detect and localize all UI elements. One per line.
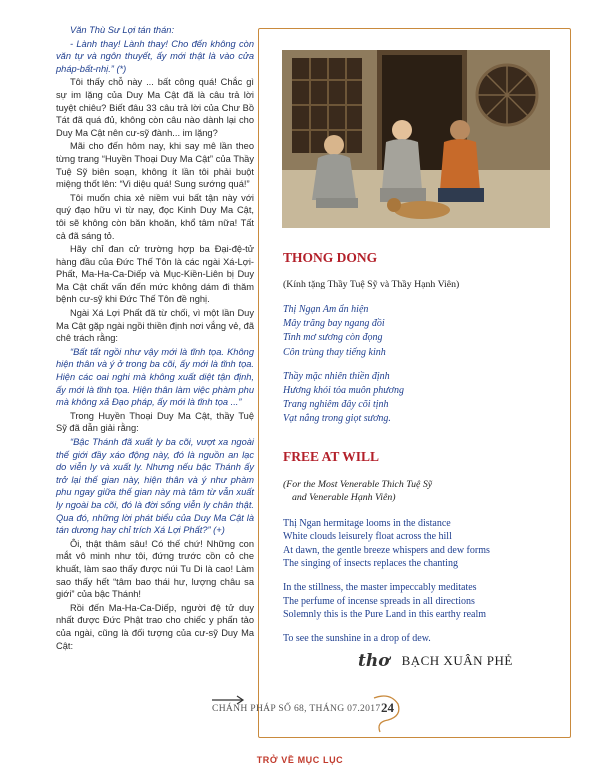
poem-en-stanza-2 [283, 581, 563, 622]
article-paragraph: - Lành thay! Lành thay! Cho đến không còn văn tự và ngôn thuyết, ấy mới thật là vào cửa pháp-bất-nhị.” (*) [56, 38, 254, 74]
poem-dedication: (Kính tặng Thầy Tuệ Sỹ và Thầy Hạnh Viên) [283, 279, 460, 290]
toc-link[interactable]: TRỞ VỀ MỤC LỤC [256, 755, 344, 765]
verse-line: To see the sunshine in a drop of dew. [283, 632, 431, 644]
article-paragraph: Ngài Xá Lợi Phất đã từ chối, vì một lần Duy Ma Cật gặp ngài ngồi thiền định nơi vắng vẻ, đã chê trách rằng: [56, 308, 254, 344]
verse-line: Thị Ngan hermitage looms in the distance [283, 517, 451, 529]
signature-prefix: thơ [358, 651, 390, 671]
article-paragraph: Hãy chỉ đan cử trường hợp ba Đại-đệ-tử hàng đầu của Đức Thế Tôn là các ngài Xá-Lợi-Phất, Ma-Ha-Ca-Diếp và Mục-Kiền-Liên bị Duy Ma Cật chất vấn đến mức không dám đi thăm bệnh cư-sỹ khi Đức Thế Tôn đề nghị. [56, 244, 254, 305]
article-paragraph: Ôi, thật thâm sâu! Có thế chứ! Những con mắt vô minh như tôi, đứng trước cồn cỏ che khuất, làm sao thấy được núi Tu Di là cao! Làm sao thấy hết “tâm bao thái hư, lượng châu sa giới” của bậc Thánh! [56, 538, 254, 600]
article-paragraph: Rồi đến Ma-Ha-Ca-Diếp, người đệ tử duy nhất được Đức Phật trao cho chiếc y phấn tảo của ngài, cũng là đối tượng của cư-sỹ Duy Ma Cật: [56, 602, 254, 651]
page-number [370, 694, 404, 734]
article-paragraph: Mãi cho đến hôm nay, khi say mê lần theo từng trang “Huyền Thoại Duy Ma Cật” của Thầy Tuệ Sỹ biên soạn, không ít lần tôi phải buột miệng thốt lên: “Vi diệu quá! Sung sướng quá!” [56, 141, 254, 190]
poem-stanza-2 [283, 370, 563, 427]
verse-line: Mây trăng bay ngang đồi [283, 318, 385, 330]
verse-line: Thị Ngạn Am ẩn hiện [283, 304, 369, 315]
poem-en-dedication [283, 478, 563, 504]
poem-en-stanza-1 [283, 517, 563, 571]
verse-line: In the stillness, the master impeccably meditates [283, 582, 477, 593]
verse-line: Tinh mơ sương còn đọng [283, 332, 383, 344]
poem-area [283, 250, 563, 655]
article-paragraph: “Bất tất ngồi như vậy mới là tĩnh tọa. Không hiện thân và ý ở trong ba cõi, ấy mới là tĩnh tọa. Hiện các oai nghi mà không xuất diệt tận định, ấy mới là tĩnh tọa. Hiện thân làm việc phàm phu mà không xả Đạo pháp, ấy mới là tĩnh tọa ...” [56, 346, 254, 408]
verse-line: At dawn, the gentle breeze whispers and dew forms [283, 544, 490, 556]
verse-line: Hương khói tỏa muôn phương [283, 385, 405, 397]
verse-line: The perfume of incense spreads in all directions [283, 595, 475, 607]
verse-line: Trang nghiêm đây cõi tịnh [283, 399, 389, 411]
author-name: BẠCH XUÂN PHẺ [401, 653, 513, 668]
poem-title: THONG DONG [283, 250, 378, 265]
article-paragraph: Văn Thù Sư Lợi tán thán: [70, 25, 175, 35]
issue-label: CHÁNH PHÁP SỐ 68, THÁNG 07.2017 [212, 703, 381, 714]
verse-line: Thầy mặc nhiên thiền định [283, 370, 390, 382]
verse-line: Côn trùng thay tiếng kinh [283, 346, 386, 358]
photo-monks-with-dog [282, 50, 550, 228]
verse-line: Vạt nắng trong giọt sương. [283, 413, 391, 425]
dedication-line: and Venerable Hạnh Viên) [292, 491, 396, 503]
poem-en-title: FREE AT WILL [283, 448, 380, 464]
dedication-line: (For the Most Venerable Thich Tuệ Sỹ [283, 478, 433, 490]
poem-stanza-1 [283, 303, 563, 360]
verse-line: The singing of insects replaces the chanting [283, 558, 458, 570]
poem-en-stanza-3 [283, 632, 563, 646]
verse-line: White clouds leisurely float across the hill [283, 531, 452, 543]
article-paragraph: Trong Huyền Thoại Duy Ma Cật, thầy Tuệ Sỹ đã dẫn giải rằng: [56, 410, 254, 434]
article-paragraph: Tôi muốn chia xẻ niềm vui bất tận này với quý đạo hữu vì từ nay, đọc Kinh Duy Ma Cật, tôi sẽ không còn băn khoăn, khổ tâm nữa! Tất cả đã sáng tỏ. [56, 192, 254, 241]
page-number-text: 24 [381, 700, 394, 715]
author-signature [358, 651, 513, 671]
article-paragraph: “Bậc Thánh đã xuất ly ba cõi, vượt xa ngoài thế giới đầy xáo động này, đó là nguồn an lạc do viễn ly và xuất ly. Nhưng nếu bậc Thánh ấy trở lại thế gian này, hiện thân và ý như phàm phu ngay giữa thế gian này mà tâm từ vẫn xuất ly ngoài ba cõi, đó là đời sống viễn ly chân thật. Qua đó, những lời phát biểu của Duy Ma Cật là tán dương hay chỉ trích Xá Lợi Phất?” (+) [56, 437, 254, 536]
article-paragraph: Tôi thấy chỗ này ... bất công quá! Chắc gì sự im lặng của Duy Ma Cật đã là câu trả lời tuyệt chiêu? Biết đâu 33 câu trả lời của Chư Bồ Tát đã quá đủ, không còn câu nào dành lại cho Duy Ma Cật nên cư-sỹ đành... im lặng? [56, 77, 254, 138]
article-column [56, 24, 254, 653]
verse-line: Solemnly this is the Pure Land in this earthy realm [283, 609, 487, 621]
